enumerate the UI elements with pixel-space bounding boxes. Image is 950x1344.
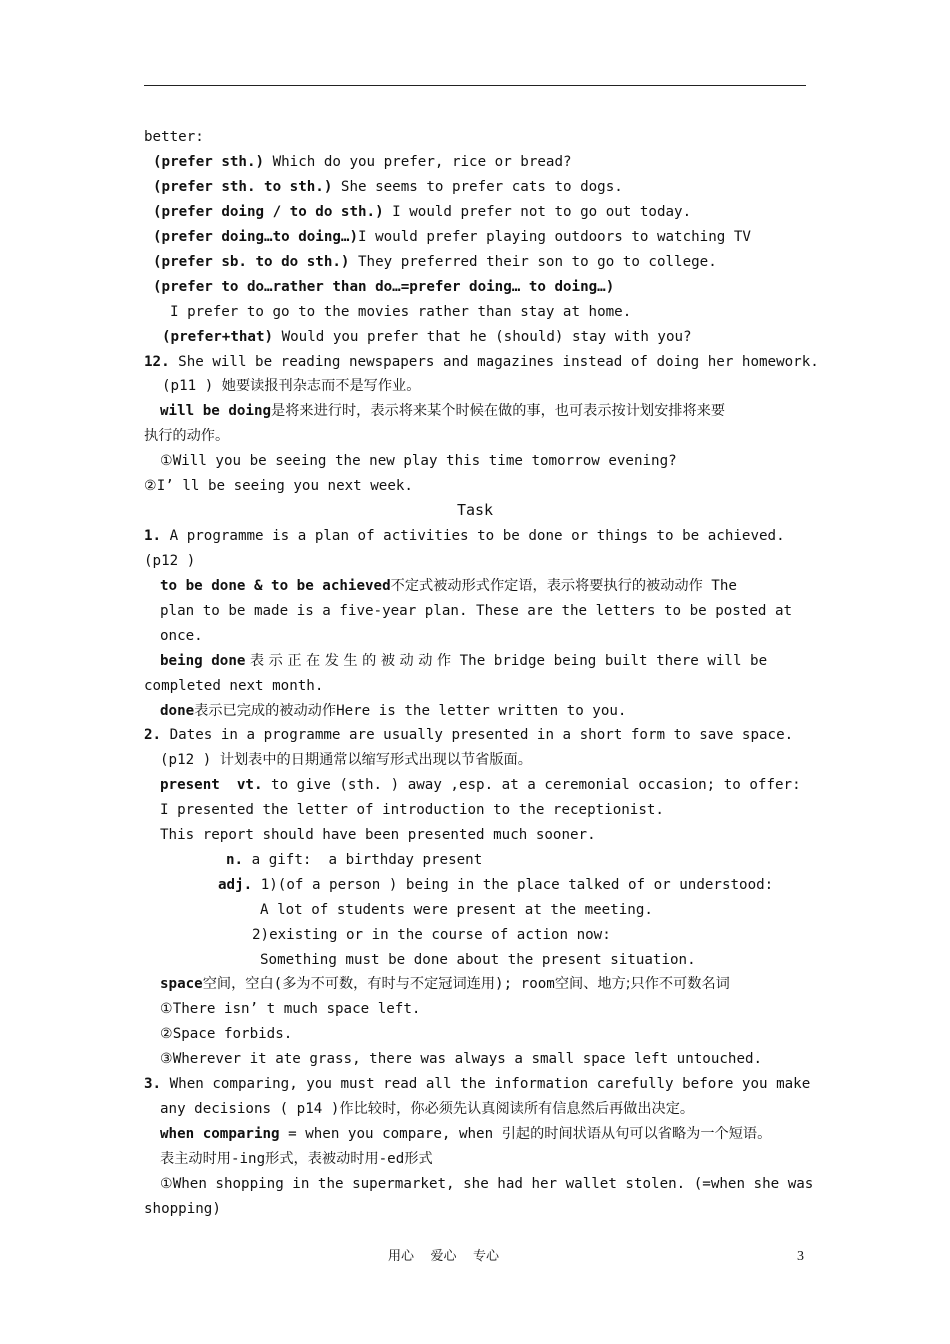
text-line-p6e [170, 302, 631, 322]
line-text: Which do you prefer, rice or bread? [264, 154, 572, 170]
text-line-t2m [160, 1024, 292, 1044]
text-line-t1b [144, 551, 195, 571]
text-line-t1d [160, 601, 792, 621]
text-line-t1f [160, 651, 767, 671]
line-text: = when you compare, when [279, 1126, 502, 1142]
line-text: Here is the letter written to you. [336, 703, 627, 719]
text-line-n12b [162, 376, 420, 396]
text-line-t3e [160, 1174, 813, 1194]
line-text: 空间、地方;只作不可数名词 [554, 976, 730, 992]
line-text: -ing [230, 1151, 266, 1167]
page-number: 3 [797, 1249, 804, 1264]
text-line-t1c [160, 576, 737, 596]
line-text: (p12 ) [144, 553, 196, 569]
line-text: ( [273, 976, 283, 992]
text-line-better [144, 127, 204, 147]
line-text: 表主动时用 [160, 1151, 231, 1167]
bold-term: when comparing [160, 1126, 280, 1142]
line-text: When comparing, you must read all the information carefully before you make [161, 1076, 811, 1092]
text-line-t1g [144, 676, 323, 696]
line-text: A lot of students were present at the meeting. [260, 902, 653, 918]
text-line-t3 [144, 1074, 810, 1094]
line-text: 表 示 正 在 发 生 的 被 动 动 作 [245, 653, 452, 669]
line-text: once. [160, 628, 203, 644]
line-text: 1)(of a person ) being in the place talked of or understood: [252, 877, 774, 893]
line-text: 是将来进行时，表示将来某个时候在做的事，也可表示按计划安排将来要 [271, 403, 726, 419]
text-line-p3 [153, 202, 691, 222]
bold-term: space [160, 976, 203, 992]
line-text: 形式，表被动时用 [265, 1151, 379, 1167]
bold-term: (prefer doing…to doing…) [153, 229, 358, 245]
header-rule [144, 85, 806, 86]
line-text: Dates in a programme are usually presented in a short form to save space. [161, 727, 794, 743]
bold-term: (prefer to do…rather than do…=prefer doing… to doing…) [153, 279, 615, 295]
line-text: 计划表中的日期通常以缩写形式出现以节省版面。 [219, 752, 532, 768]
bold-term: to be done & to be achieved [160, 578, 391, 594]
bold-term: present vt. [160, 777, 263, 793]
line-text: 她要读报刊杂志而不是写作业。 [221, 378, 421, 394]
text-line-t1e [160, 626, 203, 646]
text-line-t3c [160, 1124, 771, 1144]
text-line-n12e [160, 451, 677, 471]
text-line-t2h [260, 900, 653, 920]
text-line-p4 [153, 227, 751, 247]
text-line-t3f [144, 1199, 221, 1219]
line-text: 引起的时间状语从句可以省略为一个短语。 [501, 1126, 772, 1142]
line-text: ①Will you be seeing the new play this time tomorrow evening? [160, 453, 677, 469]
line-text: shopping) [144, 1201, 221, 1217]
line-text: ①There isn’ t much space left. [160, 1001, 421, 1017]
line-text: ②I’ ll be seeing you next week. [144, 478, 413, 494]
text-line-n12c [160, 401, 725, 421]
line-text: Would you prefer that he (should) stay with you? [273, 329, 692, 345]
text-line-n12 [144, 352, 819, 372]
bold-term: 1. [144, 528, 162, 544]
text-line-t3b [160, 1099, 694, 1119]
bold-term: 12. [144, 354, 170, 370]
line-text: a gift: a birthday present [243, 852, 483, 868]
text-line-t2f [226, 850, 482, 870]
line-text: I would prefer not to go out today. [383, 204, 692, 220]
bold-term: being done [160, 653, 246, 669]
line-text: completed next month. [144, 678, 324, 694]
line-text: 多为不可数，有时与不定冠词连用 [282, 976, 496, 992]
bold-term: n. [226, 852, 244, 868]
footer-motto: 用心 爱心 专心 [388, 1249, 500, 1264]
text-line-t3d [160, 1149, 433, 1169]
bold-term: done [160, 703, 195, 719]
bold-term: (prefer sb. to do sth.) [153, 254, 350, 270]
line-text: ); room [495, 976, 555, 992]
text-line-t2j [260, 950, 696, 970]
text-line-t2b [160, 750, 532, 770]
bold-term: adj. [218, 877, 253, 893]
line-text: ③Wherever it ate grass, there was always a small space left untouched. [160, 1051, 763, 1067]
line-text: plan to be made is a five-year plan. These are the letters to be posted at [160, 603, 793, 619]
line-text: She will be reading newspapers and magazines instead of doing her homework. [169, 354, 819, 370]
bold-term: 2. [144, 727, 162, 743]
text-line-t2g [218, 875, 773, 895]
line-text: I prefer to go to the movies rather than stay at home. [170, 304, 632, 320]
text-line-t1h [160, 701, 626, 721]
line-text: 2)existing or in the course of action now: [252, 927, 611, 943]
line-text: (p11 ) [162, 378, 222, 394]
line-text: A programme is a plan of activities to be done or things to be achieved. [161, 528, 785, 544]
text-line-p6 [153, 277, 614, 297]
line-text: 执行的动作。 [144, 428, 230, 444]
bold-term: (prefer sth.) [153, 154, 265, 170]
line-text: 不定式被动形式作定语，表示将要执行的被动动作 [390, 578, 703, 594]
text-line-p7 [162, 327, 692, 347]
text-line-t2c [160, 775, 801, 795]
text-line-t2l [160, 999, 420, 1019]
text-line-t2e [160, 825, 596, 845]
text-line-n12d [144, 426, 229, 446]
text-line-p1 [153, 152, 572, 172]
bold-term: (prefer sth. to sth.) [153, 179, 333, 195]
line-text: The bridge being built there will be [451, 653, 768, 669]
text-line-t1 [144, 526, 785, 546]
text-line-t2n [160, 1049, 762, 1069]
text-line-t2d [160, 800, 664, 820]
text-line-n12f [144, 476, 413, 496]
line-text: (p12 ) [160, 752, 220, 768]
line-text: any decisions ( p14 ) [160, 1101, 340, 1117]
line-text: The [702, 578, 737, 594]
line-text: I would prefer playing outdoors to watching TV [358, 229, 751, 245]
line-text: They preferred their son to go to college. [349, 254, 717, 270]
line-text: 形式 [404, 1151, 433, 1167]
line-text: to give (sth. ) away ,esp. at a ceremonial occasion; to offer: [262, 777, 801, 793]
line-text: 作比较时，你必须先认真阅读所有信息然后再做出决定。 [339, 1101, 695, 1117]
line-text: ①When shopping in the supermarket, she had her wallet stolen. (=when she was [160, 1176, 814, 1192]
section-title: Task [456, 501, 494, 519]
line-text: -ed [378, 1151, 405, 1167]
line-text: ②Space forbids. [160, 1026, 293, 1042]
line-text: She seems to prefer cats to dogs. [332, 179, 623, 195]
bold-term: (prefer doing / to do sth.) [153, 204, 384, 220]
line-text: Something must be done about the present situation. [260, 952, 696, 968]
line-text: I presented the letter of introduction to the receptionist. [160, 802, 664, 818]
text-line-t2 [144, 725, 793, 745]
text-line-p2 [153, 177, 623, 197]
line-text: better: [144, 129, 204, 145]
text-line-t2k [160, 974, 730, 994]
line-text: This report should have been presented much sooner. [160, 827, 596, 843]
text-line-t2i [252, 925, 611, 945]
line-text: 空间，空白 [202, 976, 274, 992]
bold-term: (prefer+that) [162, 329, 274, 345]
bold-term: will be doing [160, 403, 272, 419]
line-text: 表示已完成的被动动作 [194, 703, 337, 719]
text-line-p5 [153, 252, 717, 272]
bold-term: 3. [144, 1076, 162, 1092]
